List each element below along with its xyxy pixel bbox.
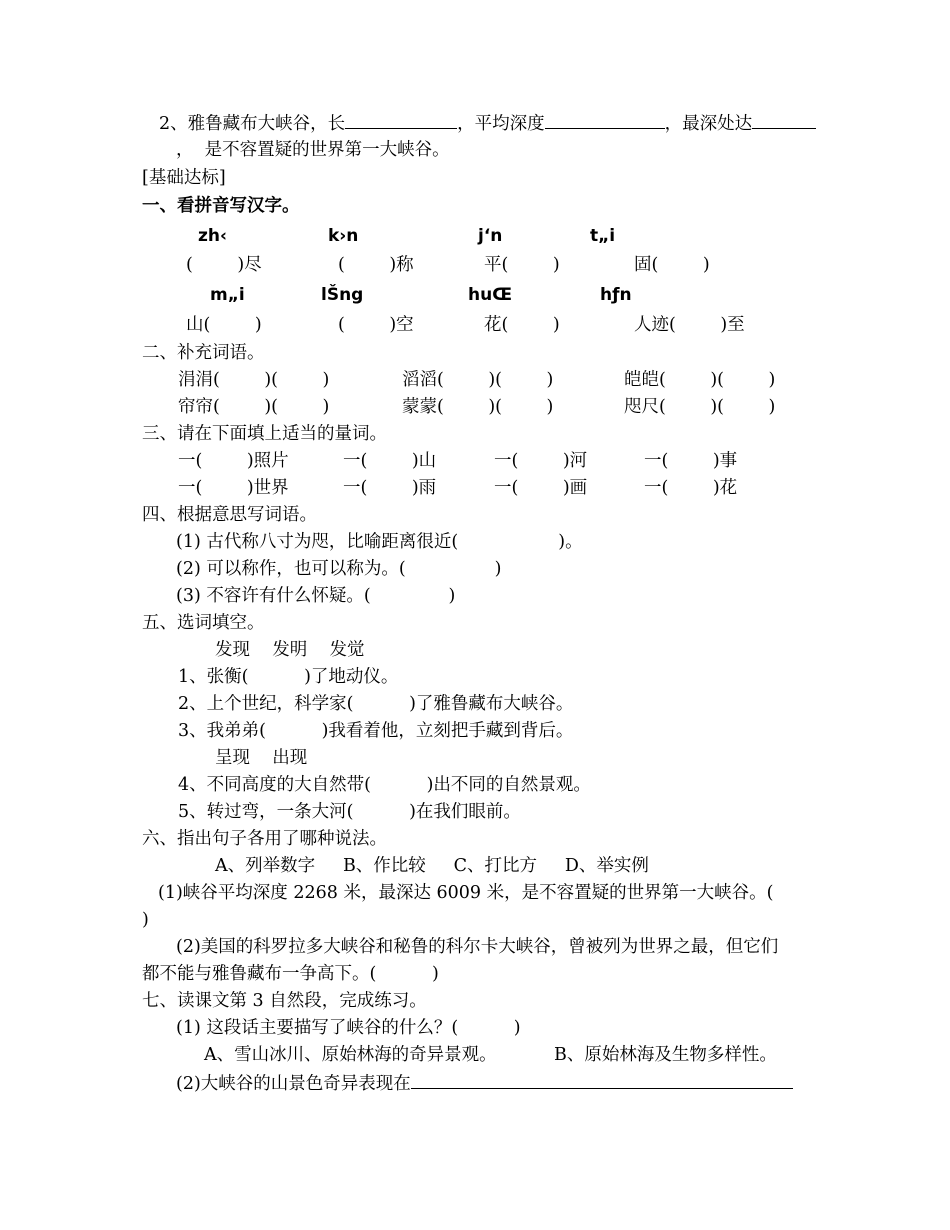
s2-title: 二、补充词语。: [142, 343, 265, 363]
s3-item-8[interactable]: 一( )花: [644, 478, 738, 498]
s1-item-7[interactable]: 花( ): [484, 315, 560, 335]
s1-item-2[interactable]: ( )称: [338, 255, 414, 275]
s5-word-bank-1: 发现 发明 发觉: [215, 640, 365, 660]
s6-question-2-end[interactable]: 都不能与雅鲁藏布一争高下。( ): [142, 964, 439, 984]
s1-item-3[interactable]: 平( ): [484, 255, 560, 275]
s5-title: 五、选词填空。: [142, 613, 265, 633]
s2-item-6[interactable]: 咫尺( )( ): [624, 397, 776, 417]
s1-pinyin-3: j‘n: [478, 226, 503, 246]
s7-title: 七、读课文第 3 自然段，完成练习。: [142, 991, 427, 1011]
s1-pinyin-6: lŠng: [321, 285, 364, 305]
s2-item-3[interactable]: 皑皑( )( ): [624, 370, 776, 390]
intro-text-a: 2、雅鲁藏布大峡谷，长: [159, 114, 346, 134]
intro-line-2: ， 是不容置疑的世界第一大峡谷。: [176, 140, 450, 160]
section-jichu-heading: [基础达标]: [142, 168, 226, 188]
s1-pinyin-4: t„i: [590, 226, 616, 246]
s1-pinyin-5: m„i: [210, 285, 245, 305]
s6-question-2: (2)美国的科罗拉多大峡谷和秘鲁的科尔卡大峡谷，曾被列为世界之最，但它们: [176, 937, 779, 957]
s5-item-1[interactable]: 1、张衡( )了地动仪。: [178, 667, 399, 687]
s1-item-6[interactable]: ( )空: [338, 315, 414, 335]
s1-title: 一、看拼音写汉字。: [142, 196, 300, 216]
s1-item-8[interactable]: 人迹( )至: [634, 315, 745, 335]
intro-line-1: [159, 114, 816, 134]
s4-title: 四、根据意思写词语。: [142, 505, 317, 525]
s3-item-6[interactable]: 一( )雨: [343, 478, 437, 498]
s5-item-4[interactable]: 4、不同高度的大自然带( )出不同的自然景观。: [178, 775, 591, 795]
s7-question-1[interactable]: (1) 这段话主要描写了峡谷的什么？( ): [176, 1018, 521, 1038]
s1-pinyin-8: hƒn: [600, 285, 632, 305]
s3-item-2[interactable]: 一( )山: [343, 451, 437, 471]
blank-avg-depth[interactable]: [545, 114, 665, 129]
s3-item-5[interactable]: 一( )世界: [178, 478, 289, 498]
s3-item-3[interactable]: 一( )河: [494, 451, 588, 471]
intro-text-c: ，最深处达: [664, 114, 753, 134]
s4-item-2[interactable]: (2) 可以称作，也可以称为。( ): [176, 559, 502, 579]
s1-item-4[interactable]: 固( ): [634, 255, 710, 275]
intro-text-b: ，平均深度: [457, 114, 545, 134]
s4-item-3[interactable]: (3) 不容许有什么怀疑。( ): [176, 586, 456, 606]
s7-option-b: B、原始林海及生物多样性。: [554, 1045, 777, 1065]
s2-item-4[interactable]: 帘帘( )( ): [178, 397, 330, 417]
s5-word-bank-2: 呈现 出现: [215, 748, 308, 768]
s5-item-2[interactable]: 2、上个世纪，科学家( )了雅鲁藏布大峡谷。: [178, 694, 574, 714]
s6-options: A、列举数字 B、作比较 C、打比方 D、举实例: [215, 856, 649, 876]
s5-item-3[interactable]: 3、我弟弟( )我看着他，立刻把手藏到背后。: [178, 721, 574, 741]
s3-item-7[interactable]: 一( )画: [494, 478, 588, 498]
s7-question-2-text: (2)大峡谷的山景色奇异表现在: [176, 1074, 411, 1094]
s1-pinyin-1: zh‹: [198, 226, 228, 246]
s1-pinyin-7: huŒ: [468, 285, 513, 305]
s1-item-1[interactable]: ( )尽: [186, 255, 262, 275]
s6-question-1[interactable]: (1)峡谷平均深度 2268 米，最深达 6009 米，是不容置疑的世界第一大峡谷。(: [158, 883, 774, 903]
s7-option-a: A、雪山冰川、原始林海的奇异景观。: [204, 1045, 497, 1065]
blank-max-depth[interactable]: [752, 114, 816, 129]
s6-title: 六、指出句子各用了哪种说法。: [142, 829, 387, 849]
s3-item-4[interactable]: 一( )事: [644, 451, 738, 471]
s6-question-1-end: ): [142, 910, 149, 930]
s7-question-2: [176, 1074, 793, 1094]
s1-item-5[interactable]: 山( ): [186, 315, 262, 335]
s3-title: 三、请在下面填上适当的量词。: [142, 424, 387, 444]
s3-item-1[interactable]: 一( )照片: [178, 451, 289, 471]
s5-item-5[interactable]: 5、转过弯，一条大河( )在我们眼前。: [178, 802, 521, 822]
s2-item-1[interactable]: 涓涓( )( ): [178, 370, 330, 390]
s2-item-2[interactable]: 滔滔( )( ): [402, 370, 554, 390]
blank-length[interactable]: [345, 114, 457, 129]
s2-item-5[interactable]: 蒙蒙( )( ): [402, 397, 554, 417]
s7-answer-blank[interactable]: [411, 1074, 793, 1089]
s4-item-1[interactable]: (1) 古代称八寸为咫，比喻距离很近( )。: [176, 532, 583, 552]
s1-pinyin-2: k›n: [328, 226, 359, 246]
